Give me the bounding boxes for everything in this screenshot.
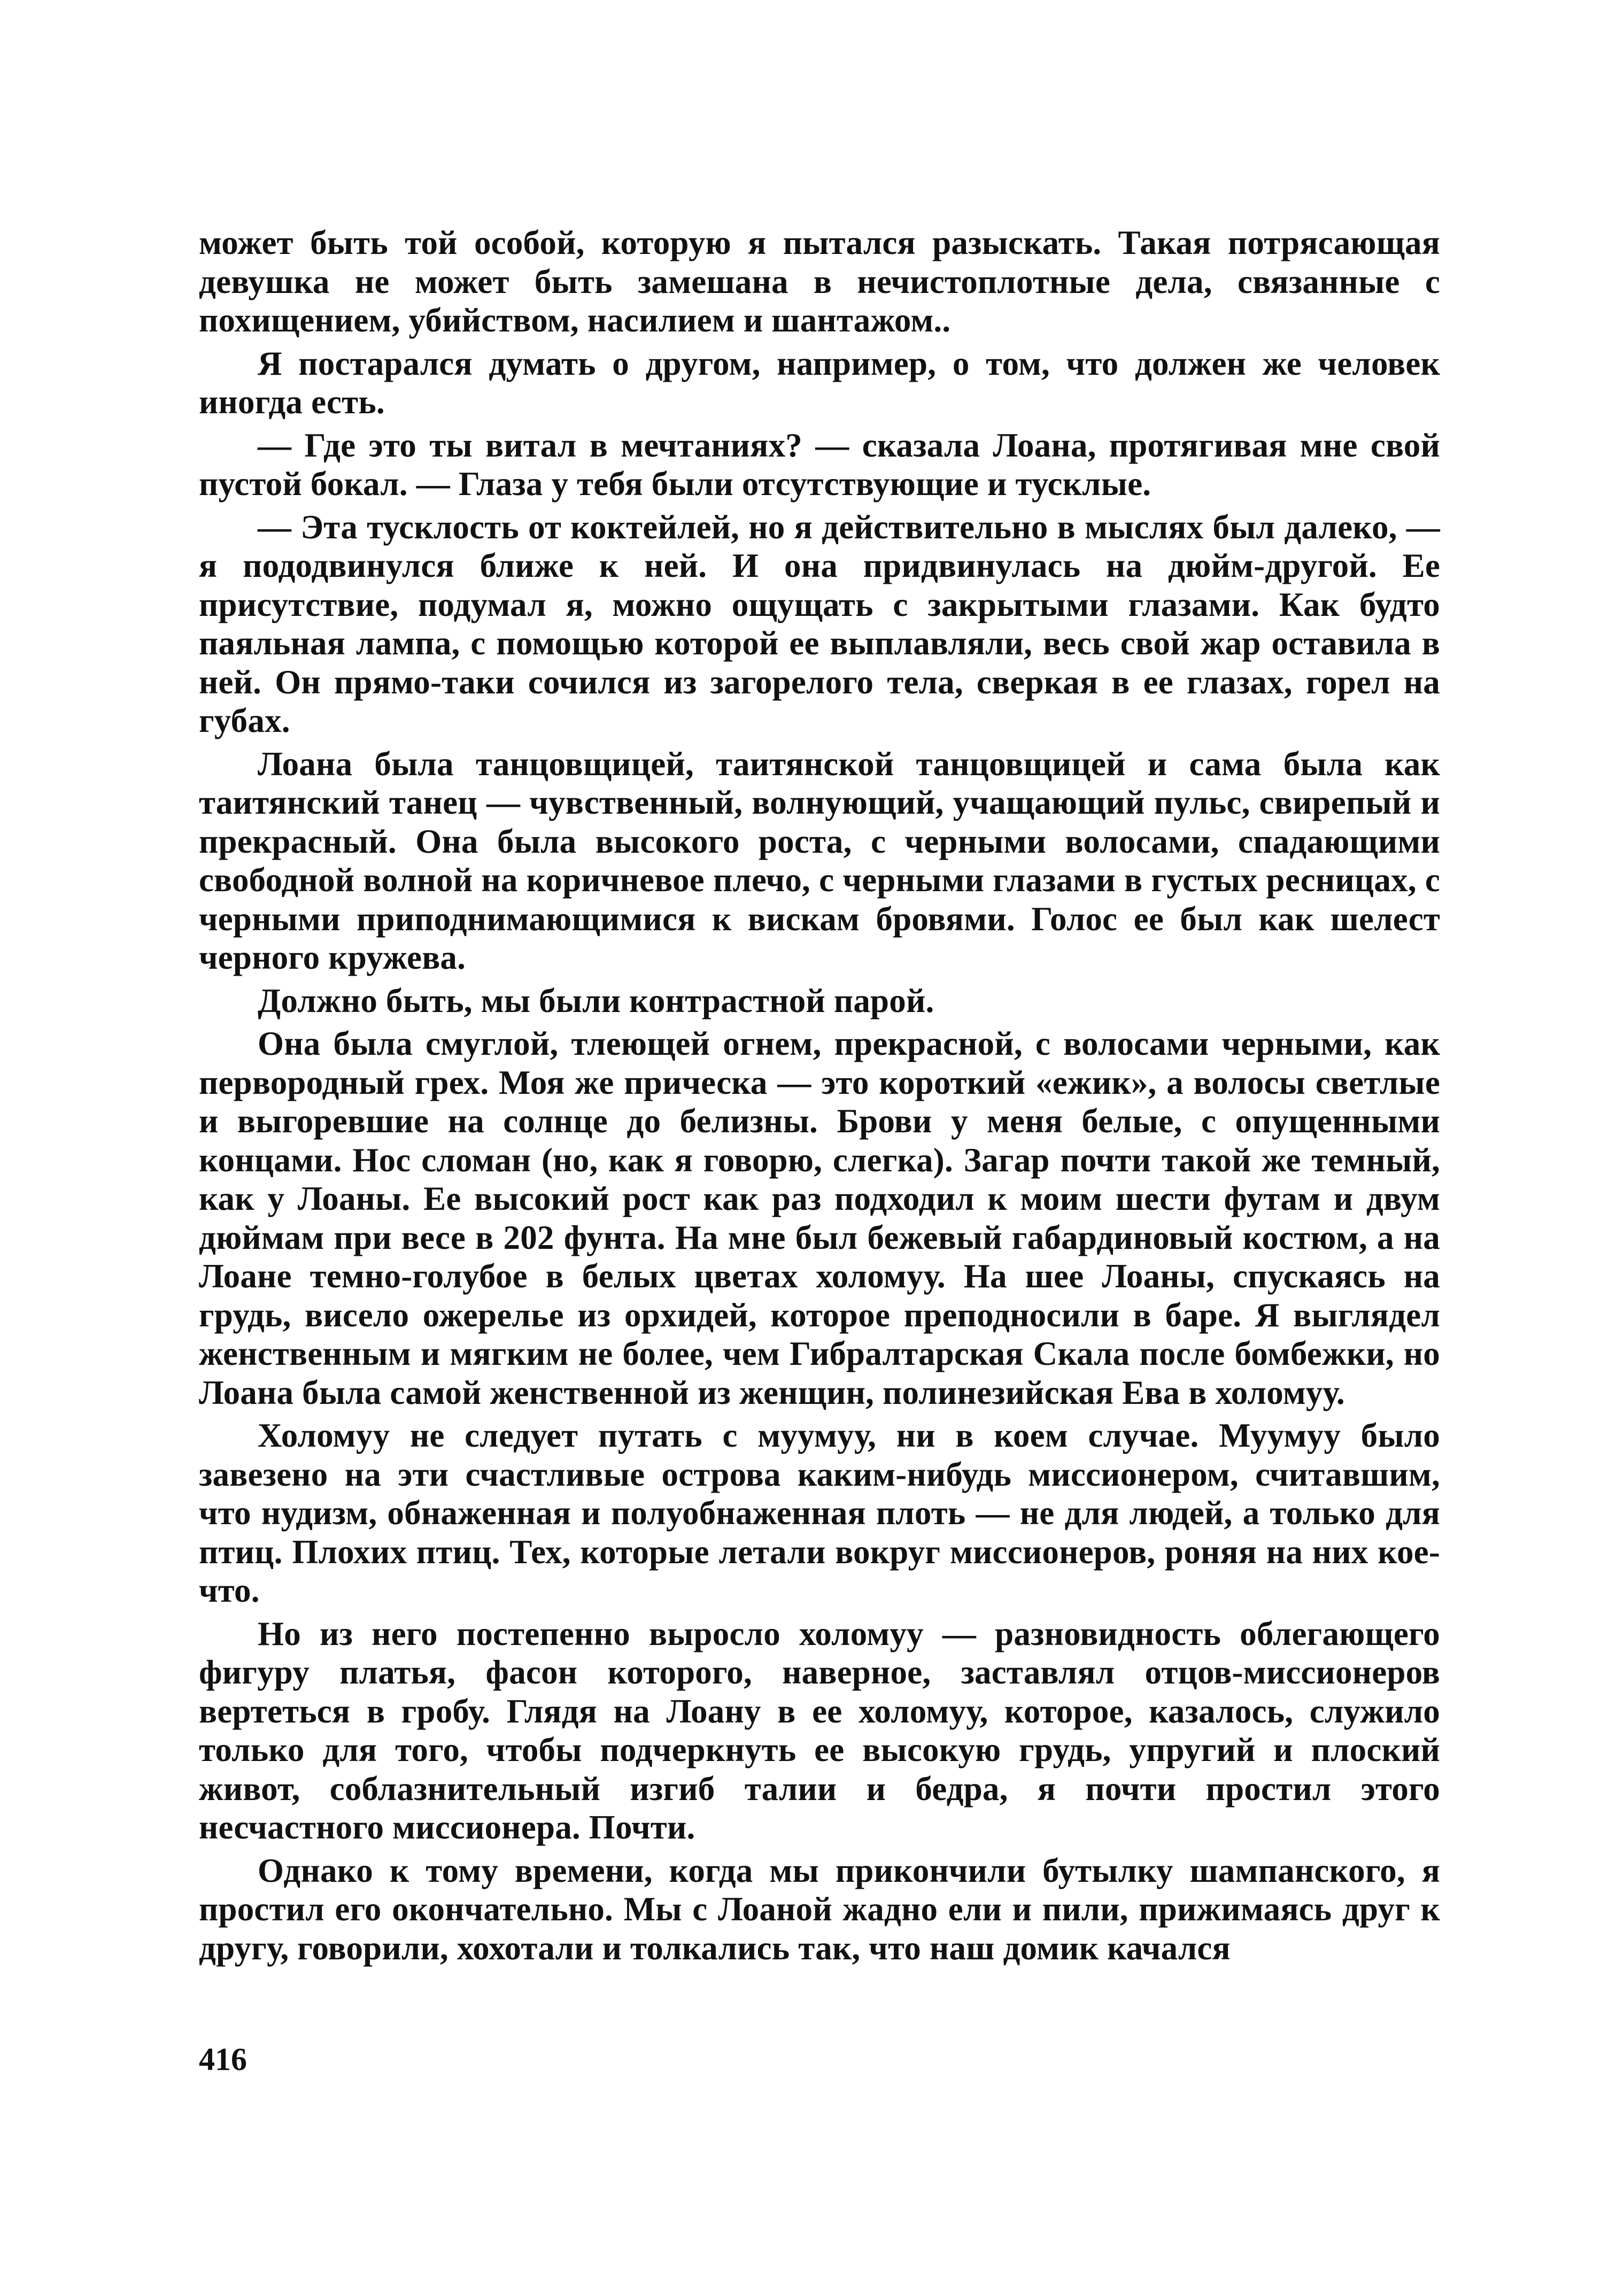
paragraph-1: может быть той особой, которую я пытался разыскать. Такая потрясающая девушка не может быть замешана в нечистоплотные дела, связанные с похищением, убийством, насилием и шантажом.. bbox=[199, 224, 1440, 339]
page-number: 416 bbox=[199, 2042, 247, 2077]
page-body bbox=[199, 223, 1440, 1967]
paragraph-4: — Эта тусклость от коктейлей, но я действительно в мыслях был далеко, — я пододвинулся ближе к ней. И она придвинулась на дюйм-другой. Ее присутствие, подумал я, можно ощущать с закрытыми глазами. Как будто паяльная лампа, с помощью которой ее выплавляли, весь свой жар оставила в ней. Он прямо-таки сочился из загорелого тела, сверкая в ее глазах, горел на губах. bbox=[199, 508, 1440, 739]
paragraph-2: Я постарался думать о другом, например, о том, что должен же человек иногда есть. bbox=[199, 344, 1440, 421]
paragraph-8: Холомуу не следует путать с муумуу, ни в коем случае. Муумуу было завезено на эти счастливые острова каким-нибудь миссионером, считавшим, что нудизм, обнаженная и полуобнаженная плоть — не для людей, а только для птиц. Плохих птиц. Тех, которые летали вокруг миссионеров, роняя на них кое-что. bbox=[199, 1417, 1440, 1609]
paragraph-9: Но из него постепенно выросло холомуу — разновидность облегающего фигуру платья, фасон которого, наверное, заставлял отцов-миссионеров вертеться в гробу. Глядя на Лоану в ее холомуу, которое, казалось, служило только для того, чтобы подчеркнуть ее высокую грудь, упругий и плоский живот, соблазнительный изгиб талии и бедра, я почти простил этого несчастного миссионера. Почти. bbox=[199, 1615, 1440, 1846]
paragraph-10: Однако к тому времени, когда мы прикончили бутылку шампанского, я простил его окончательно. Мы с Лоаной жадно ели и пили, прижимаясь друг к другу, говорили, хохотали и толкались так, что наш домик качался bbox=[199, 1851, 1440, 1967]
paragraph-7: Она была смуглой, тлеющей огнем, прекрасной, с волосами черными, как первородный грех. Моя же прическа — это короткий «ежик», а волосы светлые и выгоревшие на солнце до белизны. Брови у меня белые, с опущенными концами. Нос сломан (но, как я говорю, слегка). Загар почти такой же темный, как у Лоаны. Ее высокий рост как раз подходил к моим шести футам и двум дюймам при весе в 202 фунта. На мне был бежевый габардиновый костюм, а на Лоане темно-голубое в белых цветах холомуу. На шее Лоаны, спускаясь на грудь, висело ожерелье из орхидей, которое преподносили в баре. Я выглядел женственным и мягким не более, чем Гибралтарская Скала после бомбежки, но Лоана была самой женственной из женщин, полинезийская Ева в холомуу. bbox=[199, 1025, 1440, 1411]
paragraph-5: Лоана была танцовщицей, таитянской танцовщицей и сама была как таитянский танец — чувственный, волнующий, учащающий пульс, свирепый и прекрасный. Она была высокого роста, с черными волосами, спадающими свободной волной на коричневое плечо, с черными глазами в густых ресницах, с черными приподнимающимися к вискам бровями. Голос ее был как шелест черного кружева. bbox=[199, 745, 1440, 976]
paragraph-6: Должно быть, мы были контрастной парой. bbox=[258, 982, 934, 1020]
paragraph-3: — Где это ты витал в мечтаниях? — сказала Лоана, протягивая мне свой пустой бокал. — Глаза у тебя были отсутствующие и тусклые. bbox=[199, 426, 1440, 503]
